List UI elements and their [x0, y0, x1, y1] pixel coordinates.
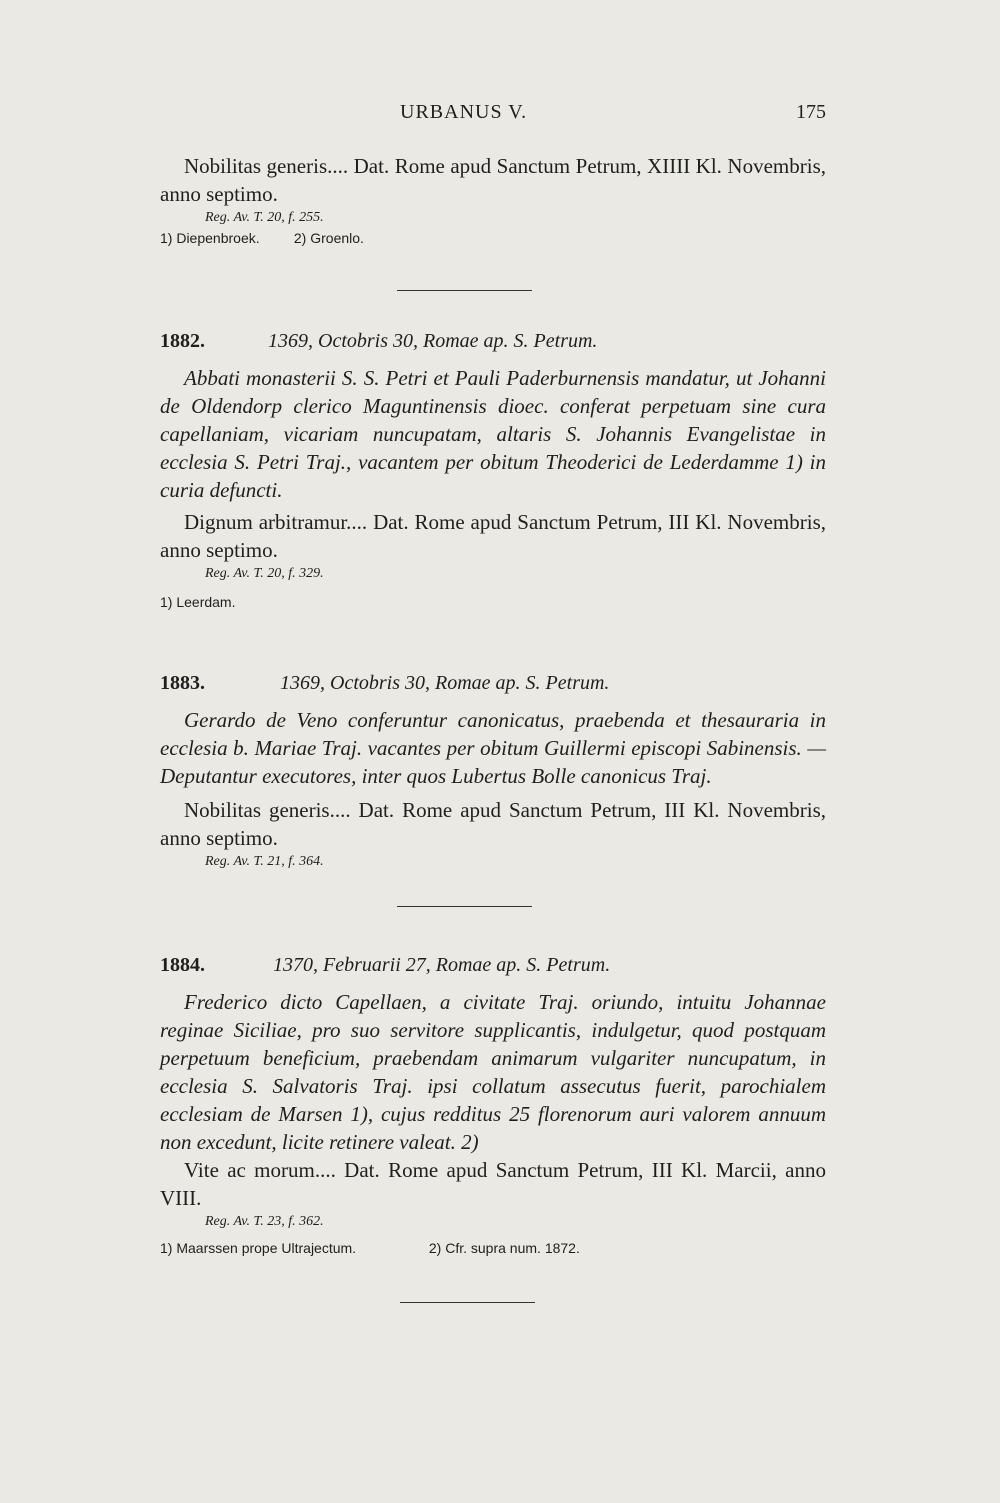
- dispositio-text: Nobilitas generis.... Dat. Rome apud Sanctum Petrum, III Kl. Novembris, anno septimo.: [160, 798, 826, 850]
- page-number: 175: [796, 101, 826, 123]
- dispositio-text: Dignum arbitramur.... Dat. Rome apud Sanctum Petrum, III Kl. Novembris, anno septimo.: [160, 510, 826, 562]
- register-reference: Reg. Av. T. 20, f. 329.: [205, 566, 324, 581]
- register-reference: Reg. Av. T. 21, f. 364.: [205, 854, 324, 869]
- footnote: 2) Cfr. supra num. 1872.: [428, 1240, 580, 1256]
- previous-entry-end: [160, 152, 826, 248]
- separator-rule: [397, 290, 532, 291]
- entry-date: 1370, Februarii 27, Romae ap. S. Petrum.: [273, 954, 611, 976]
- footnotes: [160, 228, 826, 248]
- separator-rule: [397, 906, 532, 907]
- entry-number: 1884.: [160, 954, 205, 976]
- page-header: [160, 101, 826, 131]
- separator-rule: [400, 1302, 535, 1303]
- entry-number: 1882.: [160, 330, 205, 352]
- entry-number: 1883.: [160, 672, 205, 694]
- footnote: 2) Groenlo.: [293, 230, 364, 246]
- running-title: URBANUS V.: [400, 101, 528, 123]
- footnote: 1) Leerdam.: [160, 594, 236, 610]
- regest-text: Gerardo de Veno conferuntur canonicatus, praebenda et thesauraria in ecclesia b. Mariae Traj. vacantes per obitum Guillermi episcopi Sabinensis. — Deputantur executores, inter quos Lubertus Bolle canonicus Traj.: [160, 708, 826, 788]
- register-reference: Reg. Av. T. 23, f. 362.: [205, 1214, 324, 1229]
- regest-text: Frederico dicto Capellaen, a civitate Traj. oriundo, intuitu Johannae reginae Siciliae, pro suo servitore supplicantis, indulgetur, quod postquam perpetuum beneficium, praebendam animarum vulgariter nuncupatum, in ecclesia S. Salvatoris Traj. ipsi collatum assecutus fuerit, parochialem ecclesiam de Marsen 1), cujus redditus 25 florenorum auri valorem annuum non excedunt, licite retinere valeat. 2): [160, 990, 826, 1154]
- entry-date: 1369, Octobris 30, Romae ap. S. Petrum.: [280, 672, 610, 694]
- register-reference: Reg. Av. T. 20, f. 255.: [205, 210, 324, 225]
- footnote: 1) Diepenbroek.: [160, 230, 260, 246]
- entry-regest: [160, 706, 826, 790]
- entry-dispositio: [160, 508, 826, 612]
- footnotes: [160, 1238, 826, 1258]
- dispositio-text: Nobilitas generis.... Dat. Rome apud Sanctum Petrum, XIIII Kl. Novembris, anno septimo.: [160, 154, 826, 206]
- regest-text: Abbati monasterii S. S. Petri et Pauli Paderburnensis mandatur, ut Johanni de Oldendorp clerico Maguntinensis dioec. conferat perpetuam sine cura capellaniam, vicariam nuncupatam, altaris S. Johannis Evangelistae in ecclesia S. Petri Traj., vacantem per obitum Theoderici de Lederdamme 1) in curia defuncti.: [160, 366, 826, 502]
- footnote: 1) Maarssen prope Ultrajectum.: [160, 1240, 357, 1256]
- entry-dispositio: [160, 1156, 826, 1258]
- entry-dispositio: [160, 796, 826, 872]
- entry-regest: [160, 988, 826, 1156]
- entry-regest: [160, 364, 826, 504]
- entry-date: 1369, Octobris 30, Romae ap. S. Petrum.: [268, 330, 598, 352]
- dispositio-text: Vite ac morum.... Dat. Rome apud Sanctum Petrum, III Kl. Marcii, anno VIII.: [160, 1158, 826, 1210]
